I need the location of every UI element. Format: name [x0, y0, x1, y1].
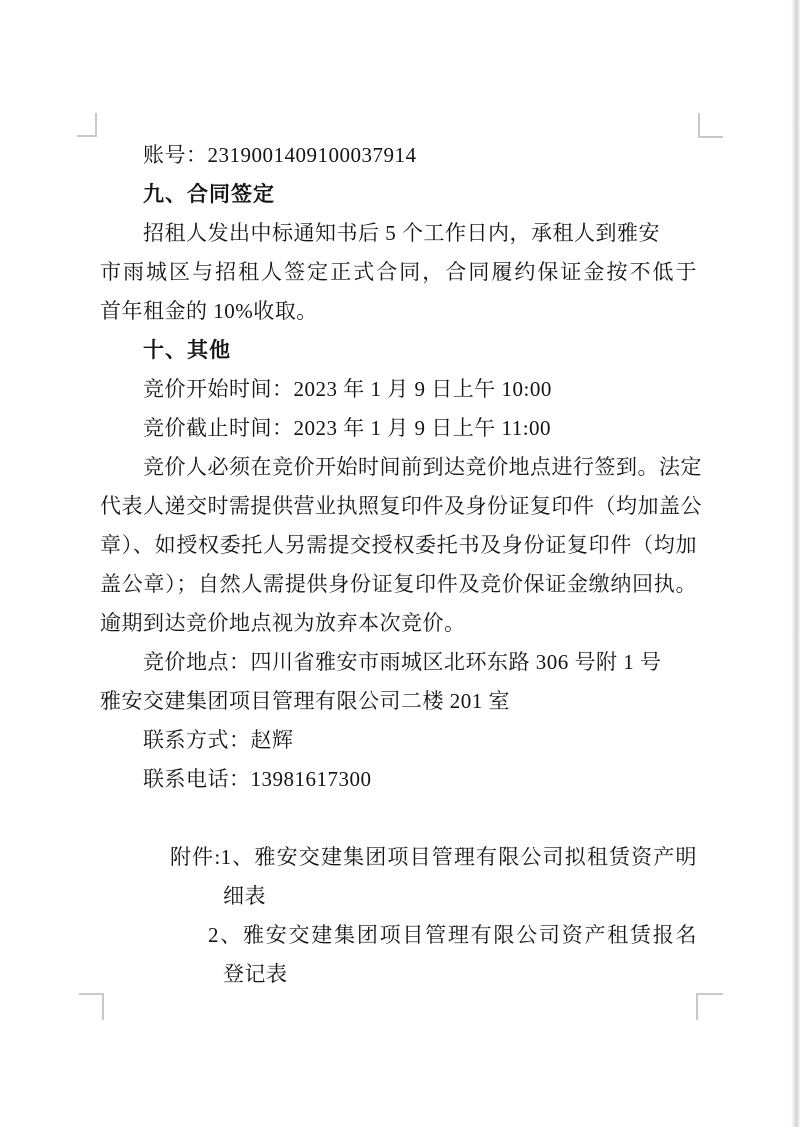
document-content: [0, 136, 800, 994]
attachment-line-1: 附件:1、雅安交建集团项目管理有限公司拟租赁资产明: [170, 845, 697, 869]
text-boundary-mark-top-right: [698, 113, 723, 138]
signin-paragraph-line-1: 竞价人必须在竞价开始时间前到达竞价地点进行签到。法定: [143, 455, 702, 479]
contact-phone-line: 联系电话：13981617300: [143, 767, 372, 791]
section-heading-contract-signing: 九、合同签定: [143, 183, 275, 206]
signin-paragraph-line-2: 代表人递交时需提供营业执照复印件及身份证复印件（均加盖公: [100, 494, 702, 518]
contract-paragraph-line-3: 首年租金的 10%收取。: [100, 299, 318, 323]
bidding-end-time-line: 竞价截止时间：2023 年 1 月 9 日上午 11:00: [143, 416, 552, 440]
text-boundary-mark-bottom-right: [696, 993, 723, 1020]
contract-paragraph-line-2: 市雨城区与招租人签定正式合同，合同履约保证金按不低于: [100, 260, 697, 284]
contact-person-line: 联系方式：赵辉: [143, 728, 294, 752]
attachment-line-4: 登记表: [223, 962, 288, 986]
text-boundary-mark-top-left: [77, 113, 97, 137]
bidding-start-time-line: 竞价开始时间：2023 年 1 月 9 日上午 10:00: [143, 377, 552, 401]
text-boundary-mark-bottom-left: [79, 993, 104, 1020]
signin-paragraph-line-3: 章）、如授权委托人另需提交授权委托书及身份证复印件（均加: [100, 533, 697, 557]
attachment-line-3: 2、雅安交建集团项目管理有限公司资产租赁报名: [208, 923, 697, 947]
blank-line: [0, 799, 800, 838]
signin-paragraph-line-4: 盖公章）；自然人需提供身份证复印件及竞价保证金缴纳回执。: [100, 572, 697, 596]
bidding-location-line-1: 竞价地点：四川省雅安市雨城区北环东路 306 号附 1 号: [143, 650, 662, 674]
attachment-line-2: 细表: [223, 884, 266, 908]
signin-paragraph-line-5: 逾期到达竞价地点视为放弃本次竞价。: [100, 611, 466, 635]
bidding-location-line-2: 雅安交建集团项目管理有限公司二楼 201 室: [100, 689, 510, 713]
section-heading-other: 十、其他: [143, 339, 231, 362]
account-number-line: 账号：2319001409100037914: [143, 143, 417, 167]
page-right-edge-shadow: [791, 0, 800, 1127]
contract-paragraph-line-1: 招租人发出中标通知书后 5 个工作日内，承租人到雅安: [143, 221, 660, 245]
